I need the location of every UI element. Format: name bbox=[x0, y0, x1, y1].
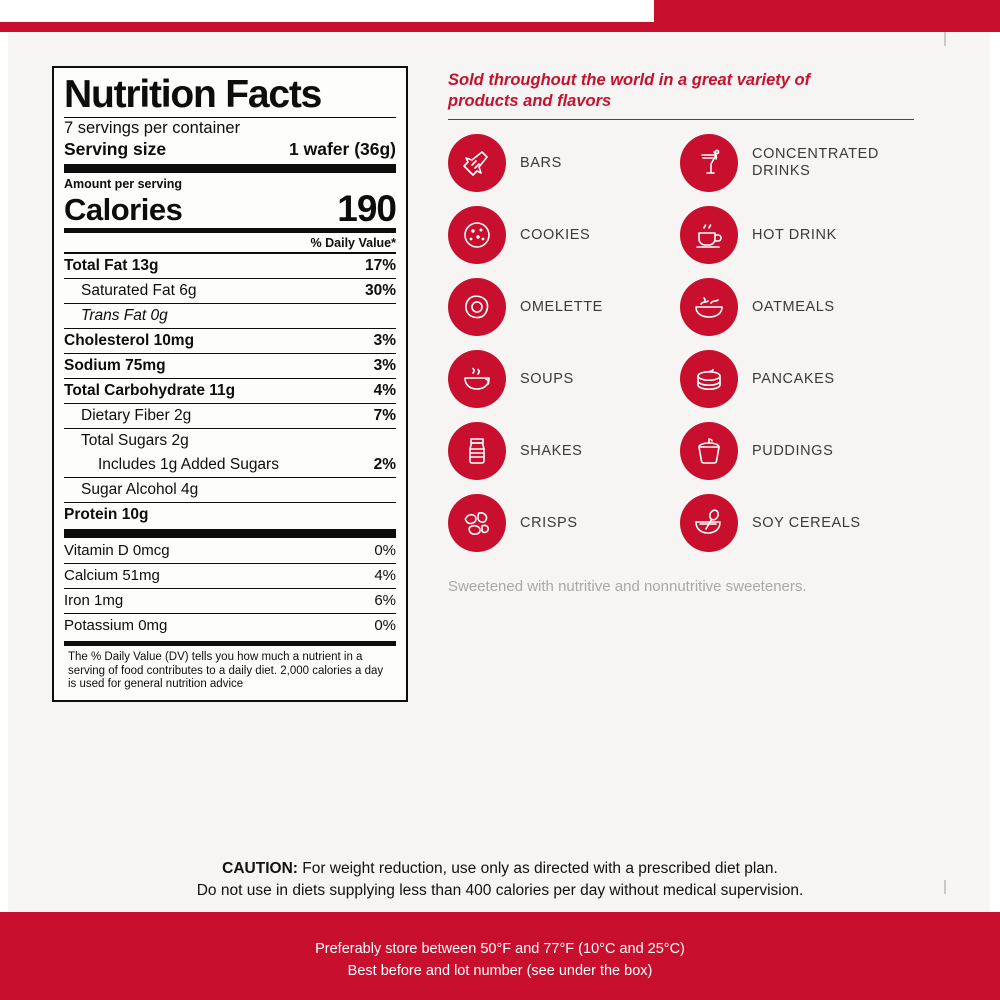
micronutrient-dv: 0% bbox=[374, 542, 396, 559]
nutrient-dv: 4% bbox=[373, 382, 396, 399]
product-item-cookies bbox=[448, 206, 680, 264]
products-heading: Sold throughout the world in a great variety of products and flavors bbox=[448, 71, 811, 110]
product-icon-grid bbox=[448, 134, 948, 552]
product-item-hot-drink bbox=[680, 206, 930, 264]
storage-footer bbox=[0, 912, 1000, 1000]
nutrient-label: Sugar Alcohol 4g bbox=[81, 481, 199, 498]
nutrient-label: Total Carbohydrate 11g bbox=[64, 382, 236, 399]
products-section bbox=[448, 70, 948, 595]
product-label: BARS bbox=[520, 154, 562, 171]
product-label: CRISPS bbox=[520, 514, 578, 531]
nutrient-label: Trans Fat 0g bbox=[81, 307, 168, 324]
product-item-puddings bbox=[680, 422, 930, 480]
nutrient-row bbox=[64, 453, 396, 477]
pancakes-icon bbox=[680, 350, 738, 408]
product-item-crisps bbox=[448, 494, 680, 552]
top-red-bar bbox=[654, 0, 1000, 22]
micronutrient-dv: 0% bbox=[374, 617, 396, 634]
omelette-icon bbox=[448, 278, 506, 336]
nutrient-dv: 30% bbox=[364, 282, 396, 299]
product-item-oatmeals bbox=[680, 278, 930, 336]
nutrient-label: Dietary Fiber 2g bbox=[81, 407, 192, 424]
amount-per-serving-label: Amount per serving bbox=[64, 177, 183, 191]
shaker-bottle-icon bbox=[448, 422, 506, 480]
nutrient-dv: 2% bbox=[373, 456, 396, 473]
hot-cup-icon bbox=[680, 206, 738, 264]
caution-block bbox=[0, 858, 1000, 902]
serving-size-row bbox=[64, 139, 396, 162]
left-edge-margin bbox=[0, 32, 8, 912]
nutrient-dv: 3% bbox=[373, 357, 396, 374]
product-label: SHAKES bbox=[520, 442, 583, 459]
micronutrient-row bbox=[64, 538, 396, 563]
nutrient-row bbox=[64, 328, 396, 353]
nutrient-label: Total Fat 13g bbox=[64, 257, 159, 274]
micronutrient-row bbox=[64, 613, 396, 638]
micronutrient-label: Iron 1mg bbox=[64, 592, 124, 609]
product-label: CONCENTRATED DRINKS bbox=[752, 146, 879, 179]
nutrient-row bbox=[64, 353, 396, 378]
storage-line-1: Preferably store between 50°F and 77°F (10°C and 25°C) bbox=[315, 941, 685, 957]
product-label: PANCAKES bbox=[752, 370, 835, 387]
caution-text-1: For weight reduction, use only as directed with a prescribed diet plan. bbox=[297, 860, 778, 877]
micronutrient-label: Potassium 0mg bbox=[64, 617, 168, 634]
nutrient-row bbox=[64, 403, 396, 428]
nutrient-label: Includes 1g Added Sugars bbox=[98, 456, 279, 473]
nutrient-label: Saturated Fat 6g bbox=[81, 282, 197, 299]
nutrient-label: Total Sugars 2g bbox=[81, 432, 189, 449]
daily-value-header: % Daily Value* bbox=[310, 236, 396, 250]
cereal-bowl-spoon-icon bbox=[680, 494, 738, 552]
product-label: PUDDINGS bbox=[752, 442, 834, 459]
daily-value-footnote: The % Daily Value (DV) tells you how much a nutrient in a serving of food contributes to a daily diet. 2,000 calories a day is used for general nutrition advice bbox=[64, 641, 396, 692]
cocktail-glass-icon bbox=[680, 134, 738, 192]
nutrient-dv: 17% bbox=[364, 257, 396, 274]
nutrient-row bbox=[64, 428, 396, 453]
product-label: COOKIES bbox=[520, 226, 591, 243]
product-item-shakes bbox=[448, 422, 680, 480]
product-label: HOT DRINK bbox=[752, 226, 837, 243]
soup-bowl-icon bbox=[448, 350, 506, 408]
nutrient-dv: 3% bbox=[373, 332, 396, 349]
nutrient-row bbox=[64, 303, 396, 328]
servings-per-container: 7 servings per container bbox=[64, 119, 241, 137]
nutrition-facts-panel bbox=[52, 66, 408, 702]
caution-label: CAUTION: bbox=[222, 860, 298, 877]
product-item-soups bbox=[448, 350, 680, 408]
nutrient-row bbox=[64, 502, 396, 527]
product-item-soy-cereals bbox=[680, 494, 930, 552]
right-edge-margin bbox=[990, 32, 1000, 912]
product-item-bars bbox=[448, 134, 680, 192]
product-label: OATMEALS bbox=[752, 298, 835, 315]
product-item-pancakes bbox=[680, 350, 930, 408]
cookie-icon bbox=[448, 206, 506, 264]
nutrition-facts-title: Nutrition Facts bbox=[64, 73, 322, 116]
micronutrient-label: Calcium 51mg bbox=[64, 567, 160, 584]
top-white-bar bbox=[0, 0, 654, 22]
micronutrient-row bbox=[64, 563, 396, 588]
calories-row bbox=[64, 190, 396, 227]
micronutrient-label: Vitamin D 0mcg bbox=[64, 542, 170, 559]
divider-thick bbox=[64, 164, 396, 173]
products-heading-rule bbox=[448, 119, 914, 120]
nutrient-row bbox=[64, 477, 396, 502]
serving-size-value: 1 wafer (36g) bbox=[289, 139, 396, 159]
product-label: SOUPS bbox=[520, 370, 574, 387]
product-item-omelette bbox=[448, 278, 680, 336]
edge-tick-top bbox=[944, 32, 946, 46]
nutrient-row bbox=[64, 253, 396, 278]
bar-icon bbox=[448, 134, 506, 192]
pudding-cup-icon bbox=[680, 422, 738, 480]
micronutrient-dv: 4% bbox=[374, 567, 396, 584]
storage-line-2: Best before and lot number (see under the box) bbox=[347, 963, 653, 979]
oatmeal-bowl-icon bbox=[680, 278, 738, 336]
micronutrient-row bbox=[64, 588, 396, 613]
divider-thick bbox=[64, 529, 396, 538]
top-red-rule bbox=[0, 22, 1000, 32]
micronutrient-dv: 6% bbox=[374, 592, 396, 609]
nutrient-row bbox=[64, 278, 396, 303]
sweetened-note: Sweetened with nutritive and nonnutritive sweeteners. bbox=[448, 578, 807, 595]
nutrient-label: Sodium 75mg bbox=[64, 357, 166, 374]
product-label: SOY CEREALS bbox=[752, 514, 861, 531]
caution-line-2: Do not use in diets supplying less than 400 calories per day without medical supervision. bbox=[196, 882, 804, 899]
caution-line-1 bbox=[0, 858, 1000, 880]
product-item-concentrated-drinks bbox=[680, 134, 930, 192]
nutrient-label: Cholesterol 10mg bbox=[64, 332, 195, 349]
nutrient-row bbox=[64, 378, 396, 403]
serving-size-label: Serving size bbox=[64, 139, 167, 159]
calories-label: Calories bbox=[64, 192, 183, 227]
nutrient-label: Protein 10g bbox=[64, 506, 149, 523]
crisps-icon bbox=[448, 494, 506, 552]
nutrient-dv: 7% bbox=[373, 407, 396, 424]
calories-value: 190 bbox=[337, 188, 396, 229]
product-label: OMELETTE bbox=[520, 298, 603, 315]
